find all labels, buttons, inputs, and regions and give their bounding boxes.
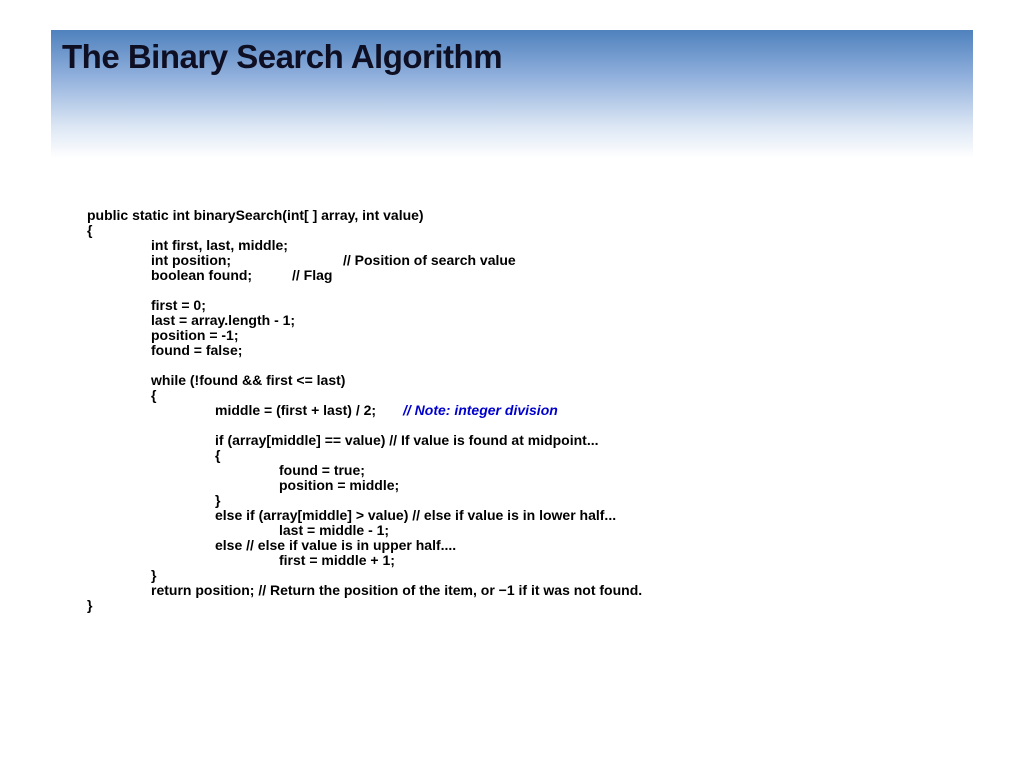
code-text: middle = (first + last) / 2; xyxy=(215,402,377,418)
code-line-set-found: found = true; xyxy=(279,462,365,478)
code-line-update-first: first = middle + 1; xyxy=(279,552,395,568)
code-comment-note: // Note: integer division xyxy=(403,402,558,418)
code-line-else: else // else if value is in upper half.... xyxy=(215,537,457,553)
code-comment: // Flag xyxy=(292,267,333,283)
code-line-if-open: { xyxy=(215,447,221,463)
code-line-while: while (!found && first <= last) xyxy=(151,372,346,388)
code-line-set-position: position = middle; xyxy=(279,477,400,493)
code-text: int position; xyxy=(151,252,232,268)
code-line-return: return position; // Return the position of the item, or −1 if it was not found. xyxy=(151,582,643,598)
code-line-while-open: { xyxy=(151,387,157,403)
code-line-position-init: position = -1; xyxy=(151,327,239,343)
code-line-signature: public static int binarySearch(int[ ] array, int value) xyxy=(87,207,424,223)
code-line-declare-vars: int first, last, middle; xyxy=(151,237,288,253)
code-line-found-init: found = false; xyxy=(151,342,243,358)
code-line-first-init: first = 0; xyxy=(151,297,206,313)
code-line-last-init: last = array.length - 1; xyxy=(151,312,296,328)
code-text: boolean found; xyxy=(151,267,253,283)
code-line-if-found: if (array[middle] == value) // If value is found at midpoint... xyxy=(215,432,599,448)
code-line-open-brace: { xyxy=(87,222,93,238)
code-line-while-close: } xyxy=(151,567,157,583)
code-line-close-brace: } xyxy=(87,597,93,613)
code-line-else-if: else if (array[middle] > value) // else if value is in lower half... xyxy=(215,507,617,523)
code-comment: // Position of search value xyxy=(343,252,516,268)
code-line-update-last: last = middle - 1; xyxy=(279,522,390,538)
code-line-if-close: } xyxy=(215,492,221,508)
slide-title: The Binary Search Algorithm xyxy=(62,38,503,75)
